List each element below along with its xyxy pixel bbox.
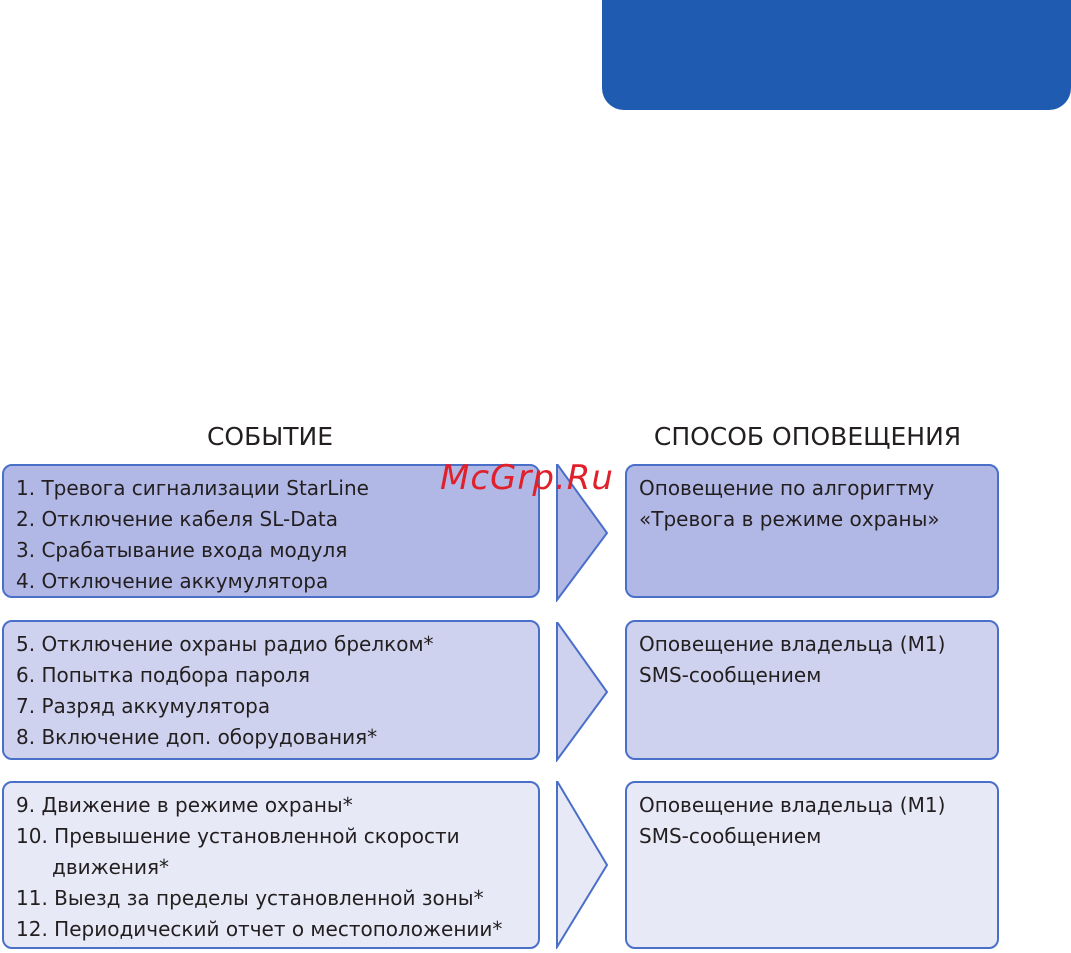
- event-item: 12. Периодический отчет о местоположении*: [16, 917, 503, 941]
- notification-text: Оповещение по алгоригтму: [639, 476, 935, 500]
- notification-box-2: [625, 620, 999, 760]
- event-item: 2. Отключение кабеля SL-Data: [16, 507, 338, 531]
- chevron-right-icon: [555, 622, 609, 762]
- watermark: McGrp.Ru: [440, 458, 614, 498]
- event-item: 4. Отключение аккумулятора: [16, 569, 329, 593]
- notification-box-1: [625, 464, 999, 598]
- notification-box-3: [625, 781, 999, 949]
- event-item: 5. Отключение охраны радио брелком*: [16, 632, 434, 656]
- event-item: 7. Разряд аккумулятора: [16, 694, 271, 718]
- events-box-2: [2, 620, 540, 760]
- event-item: 11. Выезд за пределы установленной зоны*: [16, 886, 484, 910]
- event-column-heading: СОБЫТИЕ: [206, 422, 334, 451]
- notification-text: Оповещение владельца (М1): [639, 793, 946, 817]
- header-tab: [602, 0, 1071, 110]
- event-item: 10. Превышение установленной скорости: [16, 824, 460, 848]
- chevron-right-icon: [555, 781, 609, 949]
- notification-column-heading: СПОСОБ ОПОВЕЩЕНИЯ: [653, 422, 962, 451]
- event-item: 1. Тревога сигнализации StarLine: [16, 476, 369, 500]
- event-item: 9. Движение в режиме охраны*: [16, 793, 353, 817]
- event-item: 8. Включение доп. оборудования*: [16, 725, 378, 749]
- event-item-continuation: движения*: [52, 855, 170, 879]
- notification-text: SMS-сообщением: [639, 663, 822, 687]
- event-item: 6. Попытка подбора пароля: [16, 663, 311, 687]
- notification-text: «Тревога в режиме охраны»: [639, 507, 940, 531]
- event-item: 3. Срабатывание входа модуля: [16, 538, 348, 562]
- events-box-3: [2, 781, 540, 949]
- notification-text: Оповещение владельца (М1): [639, 632, 946, 656]
- notification-text: SMS-сообщением: [639, 824, 822, 848]
